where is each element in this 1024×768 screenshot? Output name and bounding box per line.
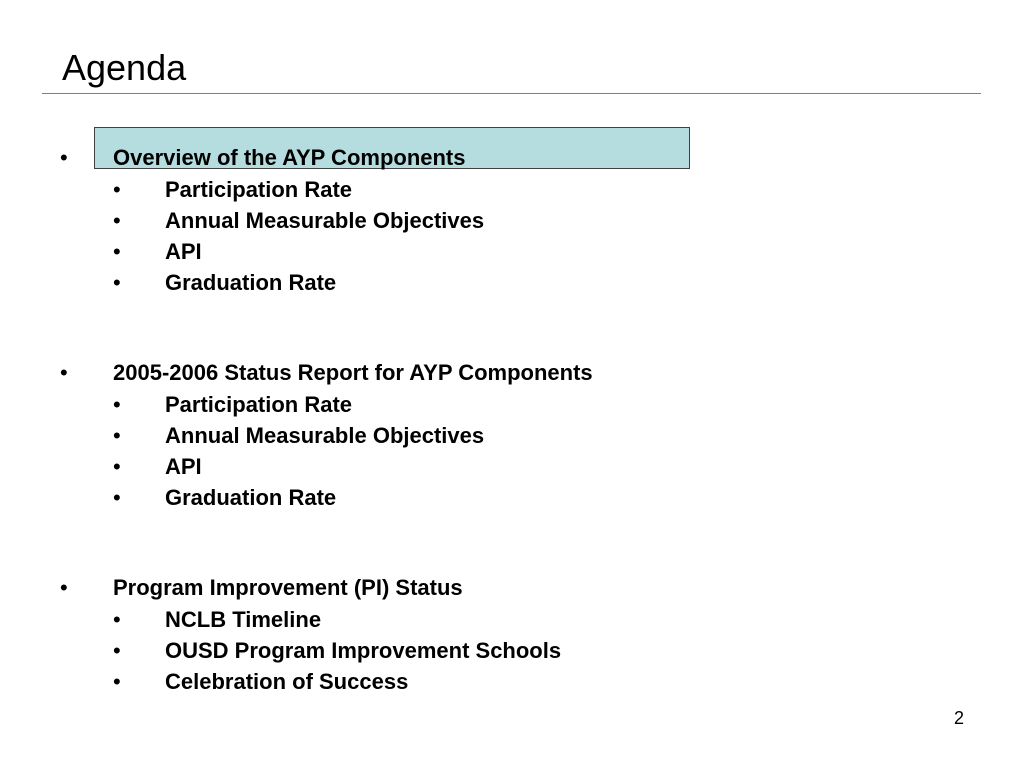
section-1-item-1: Participation Rate [165,177,353,202]
section-3-item-3: Celebration of Success [165,669,409,694]
section-3-item-2: OUSD Program Improvement Schools [165,638,562,663]
section-2-bullet: • [60,360,68,385]
section-3-item-1: NCLB Timeline [165,607,322,632]
section-2-item-4-bullet: • [113,485,121,510]
section-3-heading: Program Improvement (PI) Status [113,575,463,600]
section-2-item-2: Annual Measurable Objectives [165,423,485,448]
section-2-item-1: Participation Rate [165,392,353,417]
section-2-item-1-bullet: • [113,392,121,417]
section-1-item-4: Graduation Rate [165,270,337,295]
section-1-item-3-bullet: • [113,239,121,264]
title-divider [42,93,981,94]
section-2-item-3-bullet: • [113,454,121,479]
section-1-bullet: • [60,145,68,170]
section-2-item-3: API [165,454,202,479]
section-3-bullet: • [60,575,68,600]
section-1-item-2: Annual Measurable Objectives [165,208,485,233]
section-3-item-1-bullet: • [113,607,121,632]
section-2-item-4: Graduation Rate [165,485,337,510]
section-3-item-2-bullet: • [113,638,121,663]
section-1-item-3: API [165,239,202,264]
section-2-item-2-bullet: • [113,423,121,448]
section-2-heading: 2005-2006 Status Report for AYP Components [113,360,593,385]
section-3-item-3-bullet: • [113,669,121,694]
slide-title: Agenda [62,47,187,88]
section-1-item-4-bullet: • [113,270,121,295]
section-1-item-1-bullet: • [113,177,121,202]
page-number: 2 [953,708,964,728]
section-1-item-2-bullet: • [113,208,121,233]
section-1-heading: Overview of the AYP Components [113,145,466,170]
